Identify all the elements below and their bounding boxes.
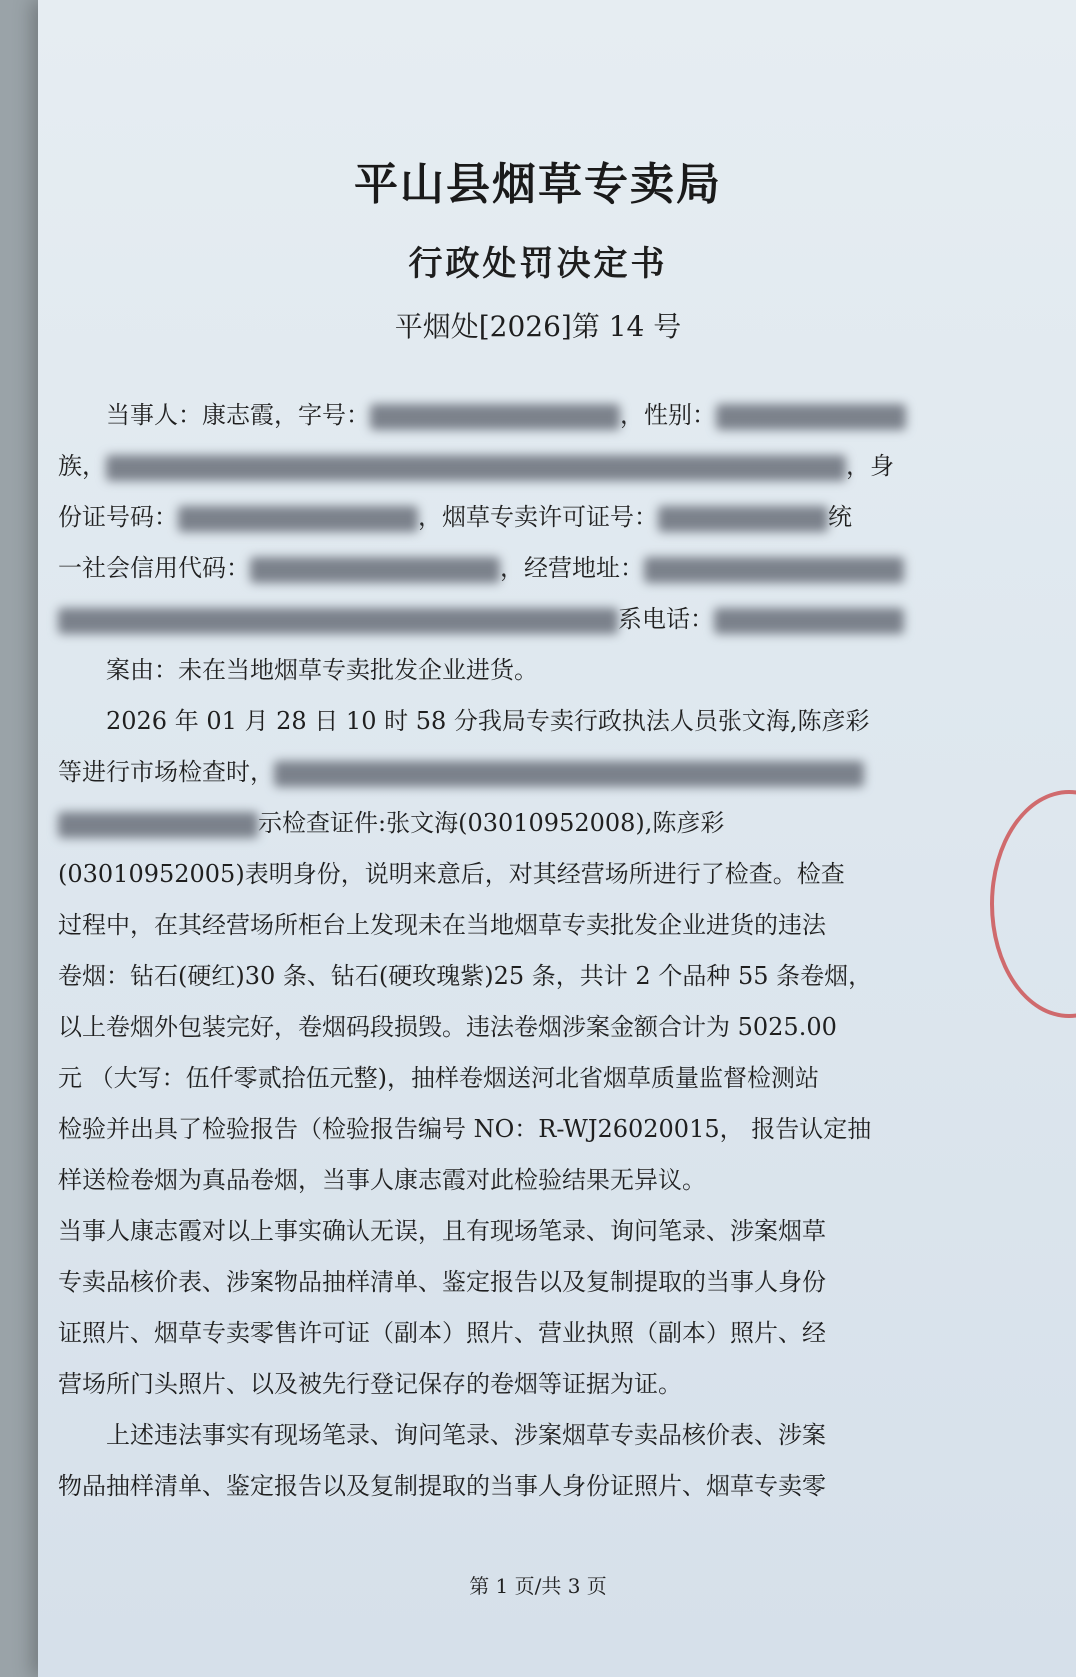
party-info-line-4 [58, 543, 958, 594]
tobacco-license-label: ，烟草专卖许可证号： [418, 503, 658, 531]
paragraph-line: (03010952005)表明身份，说明来意后，对其经营场所进行了检查。检查 [58, 860, 845, 888]
paragraph-line: 2026 年 01 月 28 日 10 时 58 分我局专卖行政执法人员张文海,陈彦彩 [106, 707, 870, 735]
paragraph-line: 证照片、烟草专卖零售许可证（副本）照片、营业执照（副本）照片、经 [58, 1319, 826, 1347]
document-type-title: 行政处罚决定书 [408, 244, 668, 284]
paragraph-line: 过程中，在其经营场所柜台上发现未在当地烟草专卖批发企业进货的违法 [58, 911, 826, 939]
paragraph-line: 样送检卷烟为真品卷烟，当事人康志霞对此检验结果无异议。 [58, 1166, 706, 1194]
redaction-block [714, 608, 904, 634]
redaction-block [716, 404, 906, 430]
paragraph-line: 专卖品核价表、涉案物品抽样清单、鉴定报告以及复制提取的当事人身份 [58, 1268, 826, 1296]
paragraph-line: 检验并出具了检验报告（检验报告编号 NO：R-WJ26020015， 报告认定抽 [58, 1115, 872, 1143]
redaction-block [250, 557, 500, 583]
inspection-text: 等进行市场检查时， [58, 758, 274, 786]
redaction-block [658, 506, 828, 532]
case-reason: 案由：未在当地烟草专卖批发企业进货。 [106, 656, 538, 684]
paragraph-line: 卷烟：钻石(硬红)30 条、钻石(硬玫瑰紫)25 条，共计 2 个品种 55 条卷烟， [58, 962, 873, 990]
paragraph-line: 上述违法事实有现场笔录、询问笔录、涉案烟草专卖品核价表、涉案 [106, 1421, 826, 1449]
paragraph-line [58, 747, 958, 798]
paragraph-line: 以上卷烟外包装完好，卷烟码段损毁。违法卷烟涉案金额合计为 5025.00 [58, 1013, 837, 1041]
id-label-start: ，身 [846, 452, 894, 480]
inspection-id-text: 示检查证件:张文海(03010952008),陈彦彩 [258, 809, 725, 837]
party-info-line-3 [58, 492, 958, 543]
business-address-label: ，经营地址： [500, 554, 644, 582]
phone-label: 系电话： [618, 605, 714, 633]
party-label: 当事人：康志霞，字号： [106, 401, 370, 429]
paragraph-line: 营场所门头照片、以及被先行登记保存的卷烟等证据为证。 [58, 1370, 682, 1398]
credit-code-start: 统 [828, 503, 852, 531]
credit-code-label: 一社会信用代码： [58, 554, 250, 582]
party-info-line-2 [58, 441, 958, 492]
redaction-block [644, 557, 904, 583]
redaction-block [274, 761, 864, 787]
document-body [58, 390, 958, 1512]
gender-label: ，性别： [620, 401, 716, 429]
redaction-block [58, 608, 618, 634]
party-info-line-1 [58, 390, 958, 441]
party-info-line-5 [58, 594, 958, 645]
paragraph-line: 元 （大写：伍仟零贰拾伍元整)，抽样卷烟送河北省烟草质量监督检测站 [58, 1064, 819, 1092]
id-number-label: 份证号码： [58, 503, 178, 531]
paragraph-line [58, 798, 958, 849]
issuing-authority-title: 平山县烟草专卖局 [354, 159, 722, 210]
ethnicity-label: 族， [58, 452, 106, 480]
document-number: 平烟处[2026]第 14 号 [394, 310, 682, 343]
redaction-block [106, 455, 846, 481]
redaction-block [370, 404, 620, 430]
redaction-block [58, 812, 258, 838]
redaction-block [178, 506, 418, 532]
paragraph-line: 当事人康志霞对以上事实确认无误，且有现场笔录、询问笔录、涉案烟草 [58, 1217, 826, 1245]
page-counter: 第 1 页/共 3 页 [469, 1574, 607, 1598]
paragraph-line: 物品抽样清单、鉴定报告以及复制提取的当事人身份证照片、烟草专卖零 [58, 1472, 826, 1500]
